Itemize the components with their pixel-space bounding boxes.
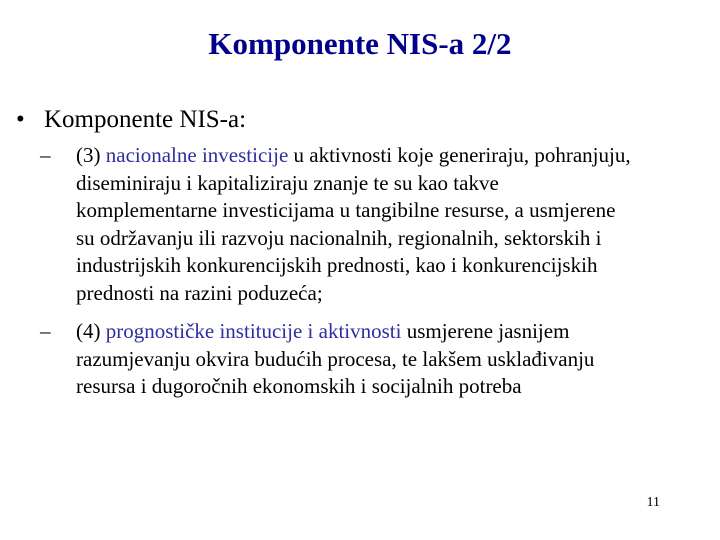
text-line-rest: usmjerene jasnijem [401,319,570,343]
text-line: razumjevanju okvira budućih procesa, te lakšem usklađivanju [76,346,595,371]
text-line: su održavanju ili razvoju nacionalnih, regionalnih, sektorskih i [76,225,602,250]
item-prefix: (4) [76,319,106,343]
sub-bullet-item [40,318,712,401]
dash-marker: – [40,143,51,167]
text-line: prednosti na razini poduzeća; [76,280,323,305]
text-line: industrijskih konkurencijskih prednosti, kao i konkurencijskih [76,253,598,277]
bullet-item [16,104,246,136]
text-line [76,318,712,346]
highlighted-term: prognostičke institucije i aktivnosti [105,319,402,343]
bullet-marker: • [16,106,25,133]
sub-bullet-text [76,318,712,401]
text-line [76,142,712,170]
text-line-rest: u aktivnosti koje generiraju, pohranjuju, [288,143,631,167]
text-line: diseminiraju i kapitaliziraju znanje te su kao takve [76,170,499,195]
slide-title: Komponente NIS-a 2/2 [208,26,512,61]
text-line: resursa i dugoročnih ekonomskih i socijalnih potreba [76,374,522,398]
item-prefix: (3) [76,143,106,167]
sub-bullet-text [76,142,712,307]
page-number: 11 [646,495,660,510]
highlighted-term: nacionalne investicije [105,143,289,167]
dash-marker: – [40,319,51,343]
sub-bullet-item [40,142,712,307]
bullet-text: Komponente NIS-a: [44,106,247,133]
text-line: komplementarne investicijama u tangibilne resurse, a usmjerene [76,198,616,222]
